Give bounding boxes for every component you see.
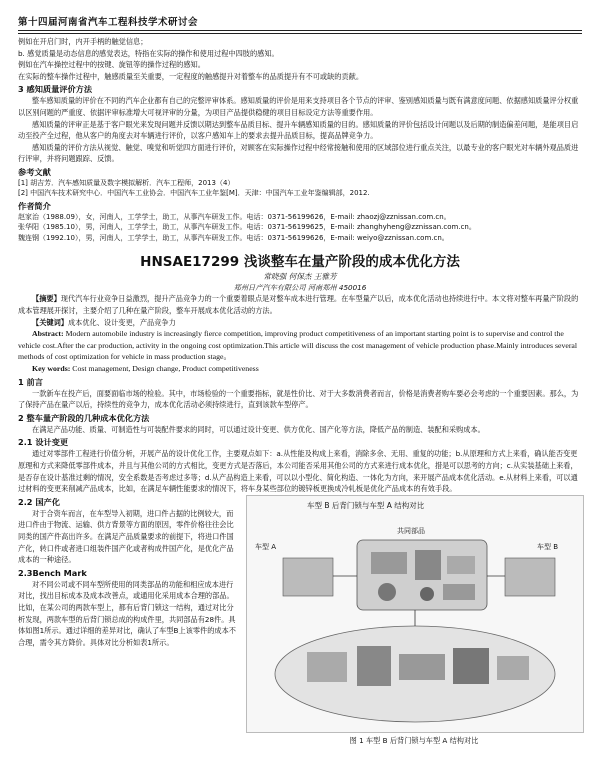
paper-authors: 常晓强 何保杰 王雅芳 [263, 272, 337, 282]
paragraph: 例如在汽车操控过程中的按键、旋钮等的操作过程的感知。 [18, 60, 205, 70]
part-icon [453, 648, 489, 684]
part-icon [378, 583, 396, 601]
reference-item: [1] 胡吉芳．汽车感知质量及数字模拟解析．汽车工程师，2013（4） [18, 178, 235, 187]
section-heading: 2.3Bench Mark [18, 567, 87, 578]
paragraph: 整车感知质量的评价在不同的汽车企业都有自己的完整评审体系。感知质量的评价是用来支持项目各个节点的评审、鉴别感知质量与既有满意度问题、依据感知质量评分权重以区别问题的严重度、依据评审标准增大可视评审的分量，为项目产品提供稳健的项目目标设定方法等重要作用。 [18, 96, 579, 117]
author-item: 赵家治（1988.09），女，河南人，工学学士，助工，从事汽车研发工作。电话：0371-56199626，E-mail: zhaozj@zznissan.com.cn。 [18, 212, 451, 221]
model-b-part [505, 558, 555, 596]
paragraph: 感知质量的评审正是基于客户眼光来发现问题并反馈以期达到整车品质目标、提升车辆感知质量的目的。感知质量的评价包括设计问题以及后期的制造偏差问题，是能项目启动至投产全过程，他从客户的角度去对车辆进行评价，以客户感知车上的要求去提升品质目标，提高品牌竞争力。 [18, 119, 579, 141]
paragraph: 感知质量的评价方法从视觉、触觉、嗅觉和听觉四方面进行评价，对顾客在实际操作过程中经常接触和使用的区域部位进行重点关注，以最专业的客户眼光对车辆外观品质进行评审，并将问题跟踪、反馈。 [18, 142, 579, 164]
part-icon [399, 654, 445, 680]
author-item: 魏连钢（1992.10），男，河南人，工学学士，助工，从事汽车研发工作。电话：0371-56199626，E-mail: weiyo@zznissan.com.cn。 [18, 233, 449, 242]
figure-label-b: 车型 B [537, 542, 559, 551]
figure-label-a: 车型 A [255, 542, 277, 551]
section-heading: 2.2 国产化 [18, 496, 60, 507]
model-a-part [283, 558, 333, 596]
abstract-text: 现代汽车行业竞争日益激烈，提升产品竞争力的一个重要着眼点是对整车成本进行管理。在车型量产以后，成本优化活动也持续进行中。本文将对整车再量产阶段的成本管理展开探讨，主要介绍了几种在量产阶段，整车开展成本优化活动的方法。 [18, 294, 579, 316]
header-rule-thin [18, 33, 582, 34]
header-rule [18, 30, 582, 31]
keywords-en-text: Cost management, Design change, Product competitiveness [72, 364, 259, 373]
paragraph: 通过对零部件工程进行价值分析，开展产品的设计优化工作，主要观点如下：a.从性能及构成上来看，消除多余、无用、重复的功能；b.从原理和方式上来看，确认能否变更原理和方式来降低零部件成本，并且与其他公司的方式相比，变更方式是否落后，本公司能否采用其他公司的方式来进行成本优化，措是可以思考的方向；c.从实装基础上来看，是否存在设计基准过剩的情况，安全系数是否考虑过多等；d.从产品构造上来看，可以以小型化、简化构造、一体化为方向，来开展产品成本优化活动。e.从材料上来看，可以通过材料的变更来削减产品成本，比如，在满足车辆性能要求的情况下，将车身某些部位的镀锌板更换成冷轧板是优化产品成本的有效手段。 [18, 449, 578, 494]
keywords-text: 成本优化、设计变更，产品竞争力 [67, 317, 176, 327]
author-intro-heading: 作者简介 [18, 200, 51, 211]
part-icon [443, 584, 475, 600]
paragraph: 对于合资车而言，在车型导入初期，进口件占据的比例较大，而进口件由于物流、运输、供方背景等方面的原因，零件价格往往会比同类的国产件高出许多。在满足产品质量要求的前提下，将进口件国产化，转口件或者进口组装件国产化或者构成件国产化，是优化产品成本的一种途径。 [18, 508, 234, 565]
part-icon [447, 556, 475, 574]
abstract-en-text: Modern automobile industry is increasingly fierce competition, improving product competitiveness of an important starting point is to supervise and control the vehicle cost.After the car production, activity in the ongoing cost optimization.This article will discuss the cost management of vehicle production phase.Mainly introduces several methods of cost optimization for vehicle in mass production stage。 [18, 329, 578, 362]
paragraph: 对不同公司或不同车型所使用的同类部品的功能和相应成本进行对比，找出目标成本及成本改善点，或通用化采用成本合理的部品。比如，在某公司的两款车型上，都有后背门锁这一结构，通过对比分析发现，两款车型的后背门锁总成的构成件里，共同部品有28件。具体如图1所示。通过详细的差异对比，确认了车型B上该零件的成本不合理，需令其方降价。具体对比分析如表1所示。 [18, 579, 236, 647]
section-heading: 1 前言 [18, 376, 43, 387]
references-heading: 参考文献 [18, 166, 51, 177]
reference-item: [2] 中国汽车技术研究中心．中国汽车工业协会．中国汽车工业年鉴[M]．天津：中国汽车工业年鉴编辑部，2012. [18, 189, 370, 198]
abstract [18, 293, 582, 316]
figure-caption: 图 1 车型 B 后背门锁与车型 A 结构对比 [349, 735, 479, 745]
figure-1 [246, 495, 582, 746]
figure-label-common: 共同部品 [397, 526, 425, 535]
part-icon [497, 656, 529, 680]
section-heading: 3 感知质量评价方法 [18, 84, 93, 95]
paper-title: HNSAE17299 浅谈整车在量产阶段的成本优化方法 [140, 254, 460, 271]
part-icon [415, 550, 441, 580]
paragraph: 例如在开启门时，内开手柄的触觉信息； [18, 37, 148, 46]
part-icon [357, 646, 391, 686]
keywords-en-label: Key words: [32, 364, 71, 373]
figure-drawing [247, 496, 583, 732]
left-column [18, 495, 236, 649]
page-content [18, 36, 582, 745]
keywords-label: 【关键词】 [32, 317, 68, 327]
figure-title: 车型 B 后背门锁与车型 A 结构对比 [307, 500, 425, 510]
abstract-en-label: Abstract: [32, 329, 64, 339]
part-icon [307, 652, 347, 682]
section-heading: 2.1 设计变更 [18, 437, 69, 448]
paragraph: 一款新车在投产后，面要面临市场的检验。其中，市场检验的一个重要指标，就是性价比、对于大多数消费者而言，价格是消费者购车要必会考虑的一个重要因素。那么，为了保持产品在量产以后，持续性的竞争力，成本优化活动必须持续进行，直到该款车型停产。 [18, 388, 579, 410]
paragraph: 在满足产品功能、质量、可制造性与可装配件要求的同时，可以通过设计变更、供方优化、国产化等方法，降低产品的制造、装配和采购成本。 [32, 424, 485, 434]
abstract-en [18, 328, 582, 363]
section-heading: 2 整车量产阶段的几种成本优化方法 [18, 412, 150, 423]
author-item: 张华阳（1985.10），男，河南人，工学学士，助工，从事汽车研发工作。电话：0371-56199625，E-mail: zhanghyheng@zznissan.com.cn。 [18, 223, 476, 232]
figure-image [246, 495, 584, 733]
paragraph: 在实际的整车操作过程中，触感质量至关重要，一定程度的触感提升对着整车的品质提升有不可或缺的贡献。 [18, 71, 364, 81]
two-column-area [18, 495, 582, 745]
keywords [18, 317, 582, 329]
paper-affiliation: 郑州日产汽车有限公司 河南郑州 450016 [233, 283, 367, 293]
keywords-en [18, 363, 582, 375]
paragraph: b. 感觉质量是动态信息的感觉表达，特指在实际的操作和使用过程中四肢的感知。 [18, 48, 279, 58]
conference-title: 第十四届河南省汽车工程科技学术研讨会 [18, 17, 199, 28]
abstract-label: 【摘要】 [32, 294, 61, 304]
part-icon [371, 552, 407, 574]
part-icon [420, 587, 434, 601]
running-header [18, 14, 582, 30]
